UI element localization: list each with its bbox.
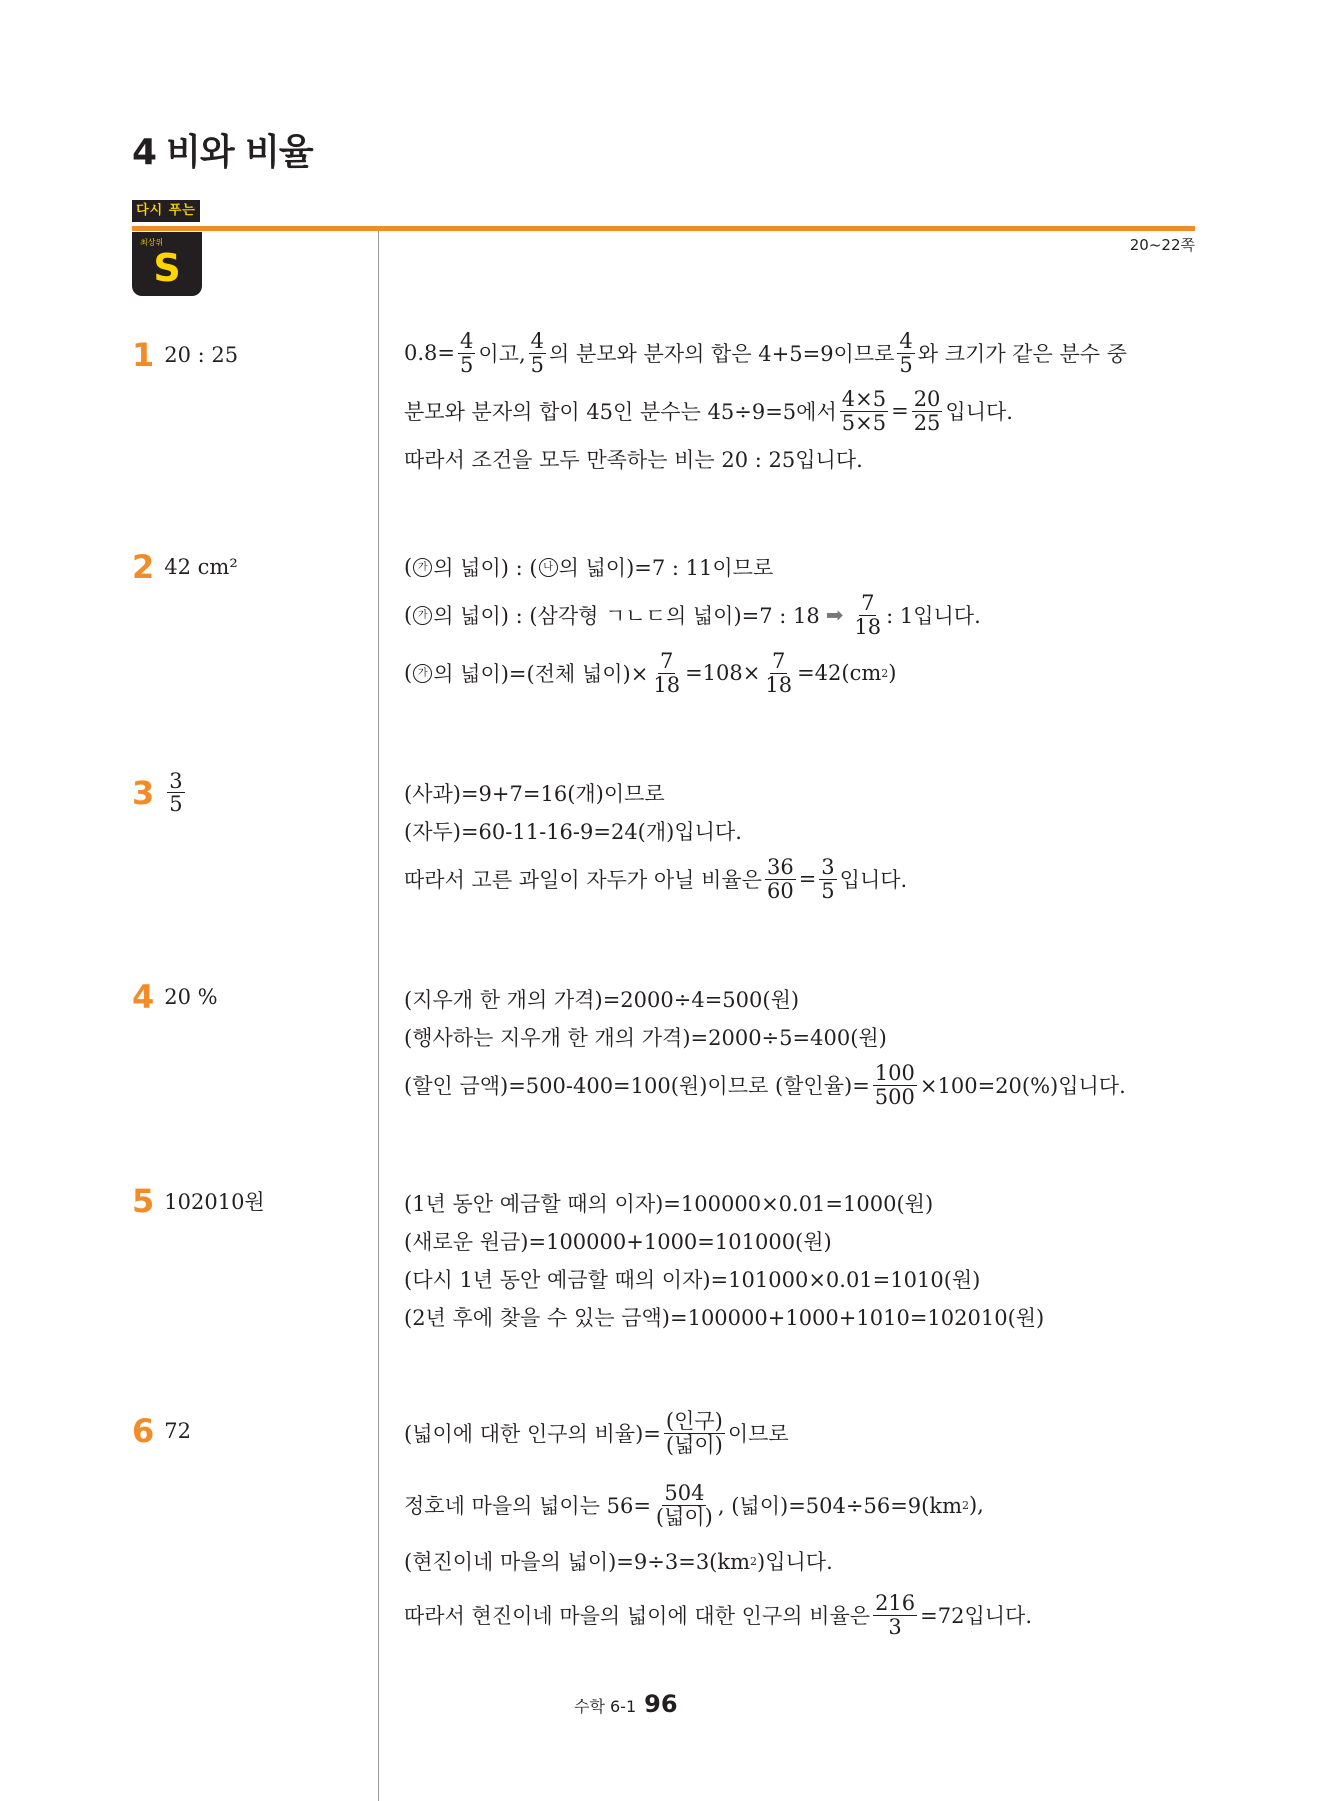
orange-rule [200,226,1195,231]
fraction [765,856,796,901]
region-na-symbol: 나 [539,558,558,577]
text: = [891,399,909,423]
numerator: 4 [530,329,544,354]
region-ga-symbol: 가 [413,606,432,625]
fraction [819,856,836,901]
fraction [654,1482,715,1527]
denominator: 18 [854,614,882,639]
fraction [651,650,682,695]
text: , (넓이)=504÷56=9(km [717,1494,962,1518]
answer-number: 3 [132,773,155,812]
numerator: 4×5 [841,387,887,412]
text: (할인 금액)=500-400=100(원)이므로 (할인율)= [404,1074,870,1098]
text: 입니다. [945,400,1013,424]
denominator: (넓이) [665,1432,723,1457]
numerator: 20 [913,387,941,412]
logo-small-text: 최상위 [140,238,164,247]
solution-line: (새로운 원금)=100000+1000=101000(원) [404,1230,832,1254]
fraction [840,388,888,433]
solution-line [404,1476,1204,1534]
fraction [912,388,943,433]
fraction [873,1062,917,1107]
superscript: 2 [750,1554,758,1568]
solution-6 [404,1404,1204,1644]
denominator: 25 [913,410,941,435]
fraction [763,650,794,695]
text: 의 넓이) : ( [433,556,538,580]
numerator: 3 [169,769,183,793]
solution-4 [404,980,1204,1114]
solution-line: (자두)=60-11-16-9=24(개)입니다. [404,820,742,844]
superscript: 2 [881,666,889,680]
numerator: 7 [660,649,674,674]
denominator: 60 [766,878,794,903]
denominator: 18 [653,672,681,697]
answer-value: 102010원 [164,1190,265,1214]
answer-1 [132,336,238,374]
text: 의 분모와 분자의 합은 4+5=9이므로 [549,342,895,366]
fraction [529,330,546,375]
text: 입니다. [839,868,908,892]
s-logo-icon: S [153,246,181,290]
text: 의 넓이)=(전체 넓이)× [433,662,649,686]
numerator: 216 [875,1591,916,1616]
answer-value: 72 [164,1419,191,1443]
text: 의 넓이)=7 : 11이므로 [558,556,774,580]
text: 이고, [478,342,526,366]
numerator: 100 [874,1061,915,1086]
denominator: 5 [899,352,913,377]
answer-value: 42 cm² [164,555,238,579]
denominator: 5×5 [841,410,887,435]
text: ( [404,555,413,579]
answer-value: 20 % [164,985,218,1009]
denominator: 5 [460,352,474,377]
denominator: (넓이) [655,1504,713,1529]
denominator: 3 [888,1614,902,1639]
superscript: 2 [961,1498,969,1512]
answer-number: 2 [132,548,155,586]
numerator: 7 [861,591,875,616]
region-ga-symbol: 가 [413,664,432,683]
answer-number: 5 [132,1182,155,1220]
text: 따라서 현진이네 마을의 넓이에 대한 인구의 비율은 [404,1604,871,1628]
answer-number: 6 [132,1412,155,1450]
solution-line [404,382,1204,440]
text: ), [968,1493,984,1517]
book-label: 수학 6-1 [574,1697,637,1716]
numerator: 4 [899,329,913,354]
solution-line: (다시 1년 동안 예금할 때의 이자)=101000×0.01=1010(원) [404,1268,981,1292]
numerator: 3 [821,855,835,880]
text: ) [888,661,897,685]
fraction [897,330,914,375]
solution-line: (사과)=9+7=16(개)이므로 [404,782,665,806]
text: (현진이네 마을의 넓이)=9÷3=3(km [404,1550,751,1574]
answer-5 [132,1182,265,1220]
text: (넓이에 대한 인구의 비율)= [404,1422,661,1446]
review-badge: 다시 푸는 [132,200,200,222]
answer-4 [132,978,218,1016]
fraction [458,330,475,375]
answer-2 [132,548,238,586]
region-ga-symbol: 가 [413,558,432,577]
numerator: 4 [460,329,474,354]
solution-line [404,644,1204,702]
solution-line [404,1542,1204,1580]
top-level-logo [132,232,202,296]
answer-number: 1 [132,336,155,374]
text: 이므로 [727,1422,789,1446]
page-footer [574,1690,678,1718]
solution-line: (지우개 한 개의 가격)=2000÷4=500(원) [404,988,800,1012]
text: 0.8= [404,341,455,365]
text: =108× [685,661,761,685]
solution-line: (1년 동안 예금할 때의 이자)=100000×0.01=1000(원) [404,1192,934,1216]
numerator: 504 [664,1481,705,1506]
solution-line [404,1404,1204,1462]
text: ( [404,661,413,685]
fraction [664,1410,725,1455]
solution-line: (행사하는 지우개 한 개의 가격)=2000÷5=400(원) [404,1026,887,1050]
solution-line [404,586,1204,644]
solution-2 [404,548,1204,702]
text: ( [404,603,413,627]
text: 와 크기가 같은 분수 중 [917,342,1128,366]
denominator: 500 [874,1084,915,1109]
solution-line: 따라서 조건을 모두 만족하는 비는 20 : 25입니다. [404,448,863,472]
numerator: 36 [766,855,794,880]
text: = [798,867,817,891]
solution-line [404,324,1204,382]
text: 따라서 고른 과일이 자두가 아닐 비율은 [404,868,762,892]
chapter-number: 4 [132,132,157,173]
text: : 1입니다. [886,604,981,628]
chapter-title [132,124,313,175]
text: ×100=20(%)입니다. [919,1074,1126,1098]
answer-fraction [167,770,184,815]
solution-line [404,850,1204,908]
fraction [873,1592,917,1637]
answer-value: 20 : 25 [164,343,239,367]
denominator: 18 [765,672,793,697]
text: 분모와 분자의 합이 45인 분수는 45÷9=5에서 [404,400,837,424]
denominator: 5 [530,352,544,377]
right-arrow-icon: ➡ [825,603,844,627]
solution-line [404,1056,1204,1114]
solution-line [404,548,1204,586]
solution-5 [404,1184,1204,1336]
numerator: 7 [772,649,786,674]
page-number: 96 [644,1690,678,1718]
solution-line [404,1586,1204,1644]
denominator: 5 [821,878,835,903]
answer-number: 4 [132,978,155,1016]
denominator: 5 [169,792,183,817]
text: =72입니다. [920,1604,1033,1628]
orange-rule-left [132,226,200,231]
solution-line: (2년 후에 찾을 수 있는 금액)=100000+1000+1010=102010(원) [404,1306,1045,1330]
text: =42(cm [797,661,882,685]
page-range: 20~22쪽 [1129,236,1195,254]
answer-3 [132,770,188,815]
text: 정호네 마을의 넓이는 56= [404,1494,651,1518]
text: 의 넓이) : (삼각형 ㄱㄴㄷ의 넓이)=7 : 18 [433,604,820,628]
fraction [852,592,883,637]
solution-3 [404,774,1204,908]
column-divider [378,231,379,1801]
chapter-name: 비와 비율 [166,132,313,173]
solution-1 [404,324,1204,478]
numerator: (인구) [665,1409,723,1434]
text: )입니다. [757,1550,833,1574]
answer-6 [132,1412,191,1450]
